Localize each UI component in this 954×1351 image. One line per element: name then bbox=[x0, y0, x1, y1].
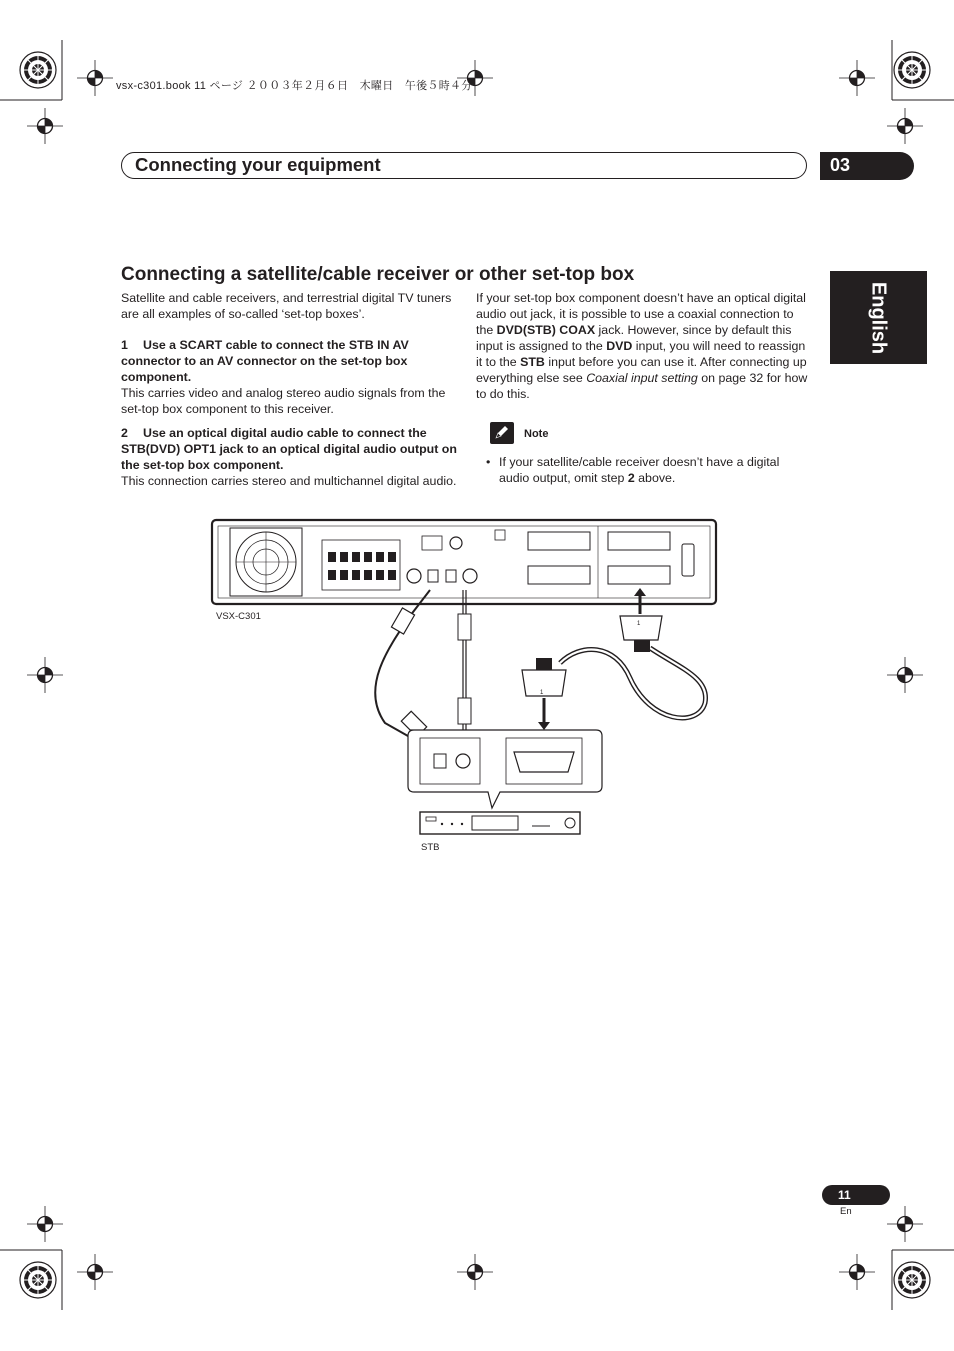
chapter-number: 03 bbox=[830, 155, 851, 175]
step-2-heading-text: Use an optical digital audio cable to connect the STB(DVD) OPT1 jack to an optical digital audio output on the set-top box component. bbox=[121, 426, 457, 472]
step-2-body: This connection carries stereo and multichannel digital audio. bbox=[121, 474, 457, 488]
coax-text-1: If your set-top box component doesn’t have an optical digital audio out jack, it is possible to use a coaxial connection to the bbox=[476, 291, 806, 337]
connection-diagram bbox=[210, 518, 720, 848]
scart-step-number-top: 1 bbox=[637, 621, 641, 627]
receiver-label: VSX-C301 bbox=[216, 611, 261, 622]
section-heading: Connecting a satellite/cable receiver or other set-top box bbox=[121, 264, 635, 285]
right-column bbox=[476, 290, 811, 402]
bullet-dot: • bbox=[486, 455, 491, 469]
left-column bbox=[121, 290, 459, 489]
coaxial-paragraph bbox=[476, 290, 811, 402]
language-tab bbox=[830, 271, 927, 364]
coax-bold-1: DVD(STB) COAX bbox=[496, 323, 596, 337]
step-1-number: 1 bbox=[121, 338, 128, 352]
coax-text-2: jack. However, since by default this input is assigned to the bbox=[476, 323, 792, 353]
note-label: Note bbox=[524, 428, 549, 440]
note-text bbox=[499, 454, 809, 486]
step-1-heading bbox=[121, 337, 459, 385]
coax-text-4: input before you can use it. After connecting up everything else see bbox=[476, 355, 807, 385]
coax-bold-2: DVD bbox=[606, 339, 633, 353]
coax-italic-ref: Coaxial input setting bbox=[586, 371, 698, 385]
page-number: 11 bbox=[838, 1188, 851, 1202]
scart-step-number-bottom: 1 bbox=[540, 690, 544, 696]
stb-label: STB bbox=[421, 842, 440, 853]
note-icon bbox=[490, 422, 514, 444]
stb-device bbox=[420, 812, 580, 834]
language-tab-label: English bbox=[867, 281, 890, 355]
coax-bold-3: STB bbox=[520, 355, 545, 369]
step-2-number: 2 bbox=[121, 426, 128, 440]
intro-paragraph: Satellite and cable receivers, and terrestrial digital TV tuners are all examples of so-called ‘set-top boxes’. bbox=[121, 291, 452, 321]
chapter-number-badge bbox=[820, 152, 914, 180]
step-1-body: This carries video and analog stereo audio signals from the set-top box component to this receiver. bbox=[121, 386, 446, 416]
coax-text-3: input, you will need to reassign it to the bbox=[476, 339, 806, 369]
note-step-ref: 2 bbox=[627, 471, 635, 485]
note-text-1: If your satellite/cable receiver doesn’t have a digital audio output, omit step bbox=[499, 455, 780, 485]
scart-plug-stb bbox=[522, 658, 566, 696]
scart-plug-receiver bbox=[620, 616, 662, 652]
page-language-code: En bbox=[840, 1206, 852, 1217]
step-1-heading-text: Use a SCART cable to connect the STB IN AV connector to an AV connector on the set-top box component. bbox=[121, 338, 409, 384]
note-text-2: above. bbox=[634, 471, 676, 485]
coax-text-5: on page 32 for how to do this. bbox=[476, 371, 808, 401]
step-2-heading bbox=[121, 425, 459, 473]
page-number-badge bbox=[822, 1185, 890, 1205]
chapter-title: Connecting your equipment bbox=[135, 154, 381, 175]
book-info-line: vsx-c301.book 11 ページ ２００３年２月６日 木曜日 午後５時４分 bbox=[116, 80, 473, 92]
